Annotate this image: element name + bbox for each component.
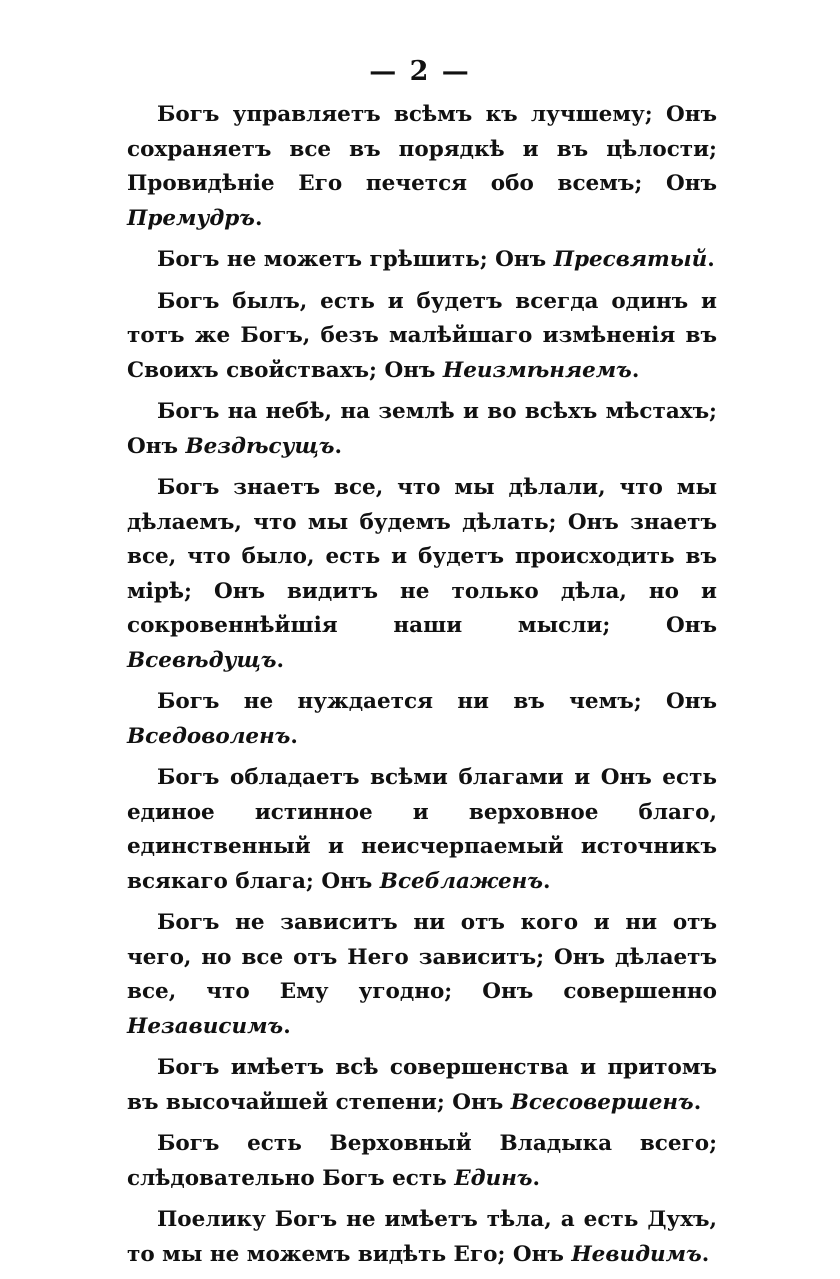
- paragraph-nevidim: Поелику Богъ не имѣетъ тѣла, а есть Духъ, то мы не можемъ видѣть Его; Онъ Невидимъ.: [127, 1207, 717, 1267]
- paragraph-text: Богъ не зависитъ ни отъ кого и ни отъ чего, но все отъ Него зависитъ; Онъ дѣлаетъ все, что Ему угодно; Онъ совершенно: [127, 910, 717, 1004]
- paragraph-text: Богъ управляетъ всѣмъ къ лучшему; Онъ сохраняетъ все въ порядкѣ и въ цѣлости; Провидѣніе Его печется обо всемъ; Онъ: [127, 102, 717, 196]
- paragraph-presvyatyi: Богъ не можетъ грѣшить; Онъ Пресвятый.: [157, 247, 715, 272]
- paragraph-text: Богъ былъ, есть и будетъ всегда одинъ и тотъ же Богъ, безъ малѣйшаго измѣненія въ Своихъ свойствахъ; Онъ: [127, 288, 717, 383]
- attribute-term: Неизмѣняемъ: [442, 357, 632, 383]
- attribute-term: Вседоволенъ: [127, 723, 291, 749]
- paragraph-text: Богъ не можетъ грѣшить; Онъ: [157, 247, 554, 272]
- attribute-term: Пресвятый: [553, 247, 708, 272]
- paragraph-edin: Богъ есть Верховный Владыка всего; слѣдовательно Богъ есть Единъ.: [127, 1131, 717, 1191]
- paragraph-nezavisim: Богъ не зависитъ ни отъ кого и ни отъ чего, но все отъ Него зависитъ; Онъ дѣлаетъ все, что Ему угодно; Онъ совершенно Независимъ.: [127, 910, 717, 1039]
- paragraph-text: Поелику Богъ не имѣетъ тѣла, а есть Духъ, то мы не можемъ видѣть Его; Онъ: [127, 1207, 717, 1267]
- paragraph-text: Богъ знаетъ все, что мы дѣлали, что мы дѣлаемъ, что мы будемъ дѣлать; Онъ знаетъ все, что было, есть и будетъ происходить въ мірѣ; Онъ видитъ не только дѣла, но и сокровеннѣйшія наши мысли; Онъ: [127, 475, 717, 638]
- page-number: — 2 —: [369, 56, 471, 87]
- paragraph-premudr: Богъ управляетъ всѣмъ къ лучшему; Онъ сохраняетъ все въ порядкѣ и въ цѣлости; Провидѣніе Его печется обо всемъ; Онъ Премудръ.: [127, 102, 717, 231]
- paragraph-text: Богъ не нуждается ни въ чемъ; Онъ: [157, 689, 717, 714]
- text-body: [127, 98, 717, 1279]
- paragraph-text: Богъ есть Верховный Владыка всего; слѣдовательно Богъ есть: [127, 1131, 717, 1191]
- attribute-term: Всеблаженъ: [379, 868, 543, 894]
- paragraph-neizmenyaem: Богъ былъ, есть и будетъ всегда одинъ и тотъ же Богъ, безъ малѣйшаго измѣненія въ Своихъ свойствахъ; Онъ Неизмѣняемъ.: [127, 288, 717, 383]
- attribute-term: Премудръ: [127, 205, 255, 231]
- attribute-term: Единъ: [454, 1165, 533, 1191]
- attribute-term: Вездѣсущъ: [185, 433, 335, 459]
- paragraph-text: Богъ обладаетъ всѣми благами и Онъ есть единое истинное и верховное благо, единственный и неисчерпаемый источникъ всякаго блага; Онъ: [127, 765, 717, 894]
- paragraph-vsedovolen: Богъ не нуждается ни въ чемъ; Онъ Вседоволенъ.: [127, 689, 717, 749]
- attribute-term: Всевѣдущъ: [127, 647, 277, 673]
- paragraph-text: Богъ на небѣ, на землѣ и во всѣхъ мѣстахъ; Онъ: [127, 399, 717, 459]
- paragraph-vseveduschii: Богъ знаетъ все, что мы дѣлали, что мы дѣлаемъ, что мы будемъ дѣлать; Онъ знаетъ все, что было, есть и будетъ происходить въ мірѣ; Онъ видитъ не только дѣла, но и сокровеннѣйшія наши мысли; Онъ Всевѣдущъ.: [127, 475, 717, 673]
- attribute-term: Невидимъ: [571, 1241, 702, 1267]
- paragraph-text: Богъ имѣетъ всѣ совершенства и притомъ въ высочайшей степени; Онъ: [127, 1055, 717, 1115]
- attribute-term: Всесовершенъ: [510, 1089, 694, 1115]
- paragraph-vsesovershen: Богъ имѣетъ всѣ совершенства и притомъ въ высочайшей степени; Онъ Всесовершенъ.: [127, 1055, 717, 1115]
- attribute-term: Независимъ: [127, 1013, 284, 1039]
- paragraph-vezdesusch: Богъ на небѣ, на землѣ и во всѣхъ мѣстахъ; Онъ Вездѣсущъ.: [127, 399, 717, 459]
- paragraph-vseblazhen: Богъ обладаетъ всѣми благами и Онъ есть единое истинное и верховное благо, единственный и неисчерпаемый источникъ всякаго блага; Онъ Всеблаженъ.: [127, 765, 717, 894]
